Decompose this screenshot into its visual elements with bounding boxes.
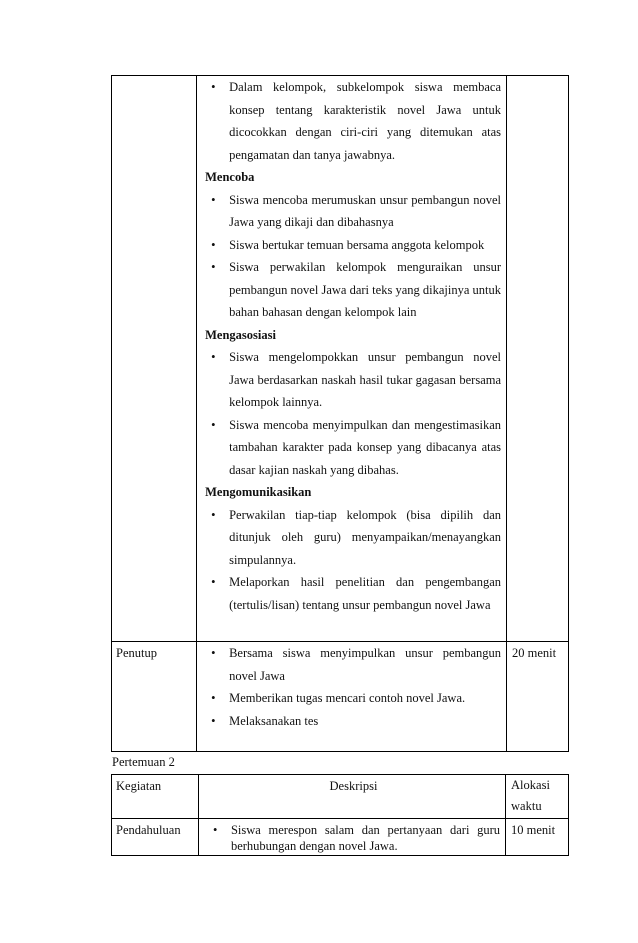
bullet-icon: • [211, 713, 216, 728]
list-item: • Melaporkan hasil penelitian dan pengembangan (tertulis/lisan) tentang unsur pembangun novel Jawa [205, 571, 501, 616]
list-item: • Perwakilan tiap-tiap kelompok (bisa dipilih dan ditunjuk oleh guru) menyampaikan/menayangkan simpulannya. [205, 504, 501, 572]
activity-table-2 [111, 774, 569, 856]
bullet-icon: • [211, 237, 216, 252]
table-cell-description [197, 642, 507, 752]
table-cell-time [507, 642, 569, 752]
item-list [205, 346, 501, 481]
section-title-pertemuan: Pertemuan 2 [112, 755, 175, 769]
column-header-kegiatan: Kegiatan [112, 775, 199, 819]
table-cell-label [112, 642, 197, 752]
bullet-icon: • [211, 691, 216, 705]
bullet-icon: • [212, 823, 218, 837]
list-item: • Siswa mencoba menyimpulkan dan mengestimasikan tambahan karakter pada konsep yang dibacanya atas dasar kajian naskah yang dibahas. [205, 414, 501, 482]
activity-table-1 [111, 75, 569, 752]
list-item: • Siswa mengelompokkan unsur pembangun novel Jawa berdasarkan naskah hasil tukar gagasan bersama kelompok lainnya. [205, 346, 501, 414]
list-item: • Dalam kelompok, subkelompok siswa membaca konsep tentang karakteristik novel Jawa untuk dicocokkan dengan ciri-ciri yang ditemukan atas pengamatan dan tanya jawabnya. [205, 76, 501, 166]
list-item: • Melaksanakan tes [205, 710, 501, 733]
section-heading-mengasosiasi: Mengasosiasi [205, 327, 276, 342]
bullet-icon: • [211, 350, 216, 364]
item-list [205, 504, 501, 617]
item-list [205, 642, 501, 732]
list-item: • Siswa mencoba merumuskan unsur pembangun novel Jawa yang dikaji dan dibahasnya [205, 189, 501, 234]
item-list [205, 76, 501, 166]
column-header-deskripsi: Deskripsi [198, 775, 505, 819]
item-list [207, 819, 500, 854]
section-heading-mengomunikasikan: Mengomunikasikan [205, 485, 312, 499]
table-row [112, 76, 569, 642]
list-item: • Memberikan tugas mencari contoh novel Jawa. [205, 687, 501, 710]
bullet-icon: • [211, 80, 216, 94]
time-allocation: 20 menit [512, 646, 557, 660]
table-row [112, 819, 569, 856]
list-item: • Bersama siswa menyimpulkan unsur pembangun novel Jawa [205, 642, 501, 687]
time-allocation: 10 menit [511, 823, 556, 837]
table-cell-description [197, 76, 507, 642]
table-cell-time [506, 819, 569, 856]
list-item: • Siswa merespon salam dan pertanyaan dari guru berhubungan dengan novel Jawa. [212, 823, 501, 853]
bullet-icon: • [211, 260, 216, 274]
list-item: • Siswa perwakilan kelompok menguraikan unsur pembangun novel Jawa dari teks yang dikajinya untuk bahan bahasan dengan kelompok lain [205, 256, 501, 324]
row-label-penutup: Penutup [116, 646, 157, 660]
item-list [205, 189, 501, 324]
bullet-icon: • [211, 507, 216, 522]
table-header-row [112, 775, 569, 819]
table-cell-label [112, 819, 199, 856]
table-cell-empty [112, 76, 197, 642]
list-item: • Siswa bertukar temuan bersama anggota kelompok [205, 234, 501, 257]
bullet-icon: • [211, 646, 216, 660]
bullet-icon: • [211, 417, 216, 432]
bullet-icon: • [211, 575, 216, 589]
table-row [112, 642, 569, 752]
column-header-alokasi-waktu: Alokasi waktu [506, 775, 569, 819]
table-cell-description [198, 819, 505, 856]
section-heading-mencoba: Mencoba [205, 170, 255, 184]
bullet-icon: • [211, 192, 216, 207]
row-label-pendahuluan: Pendahuluan [116, 823, 181, 837]
table-cell-empty [507, 76, 569, 642]
